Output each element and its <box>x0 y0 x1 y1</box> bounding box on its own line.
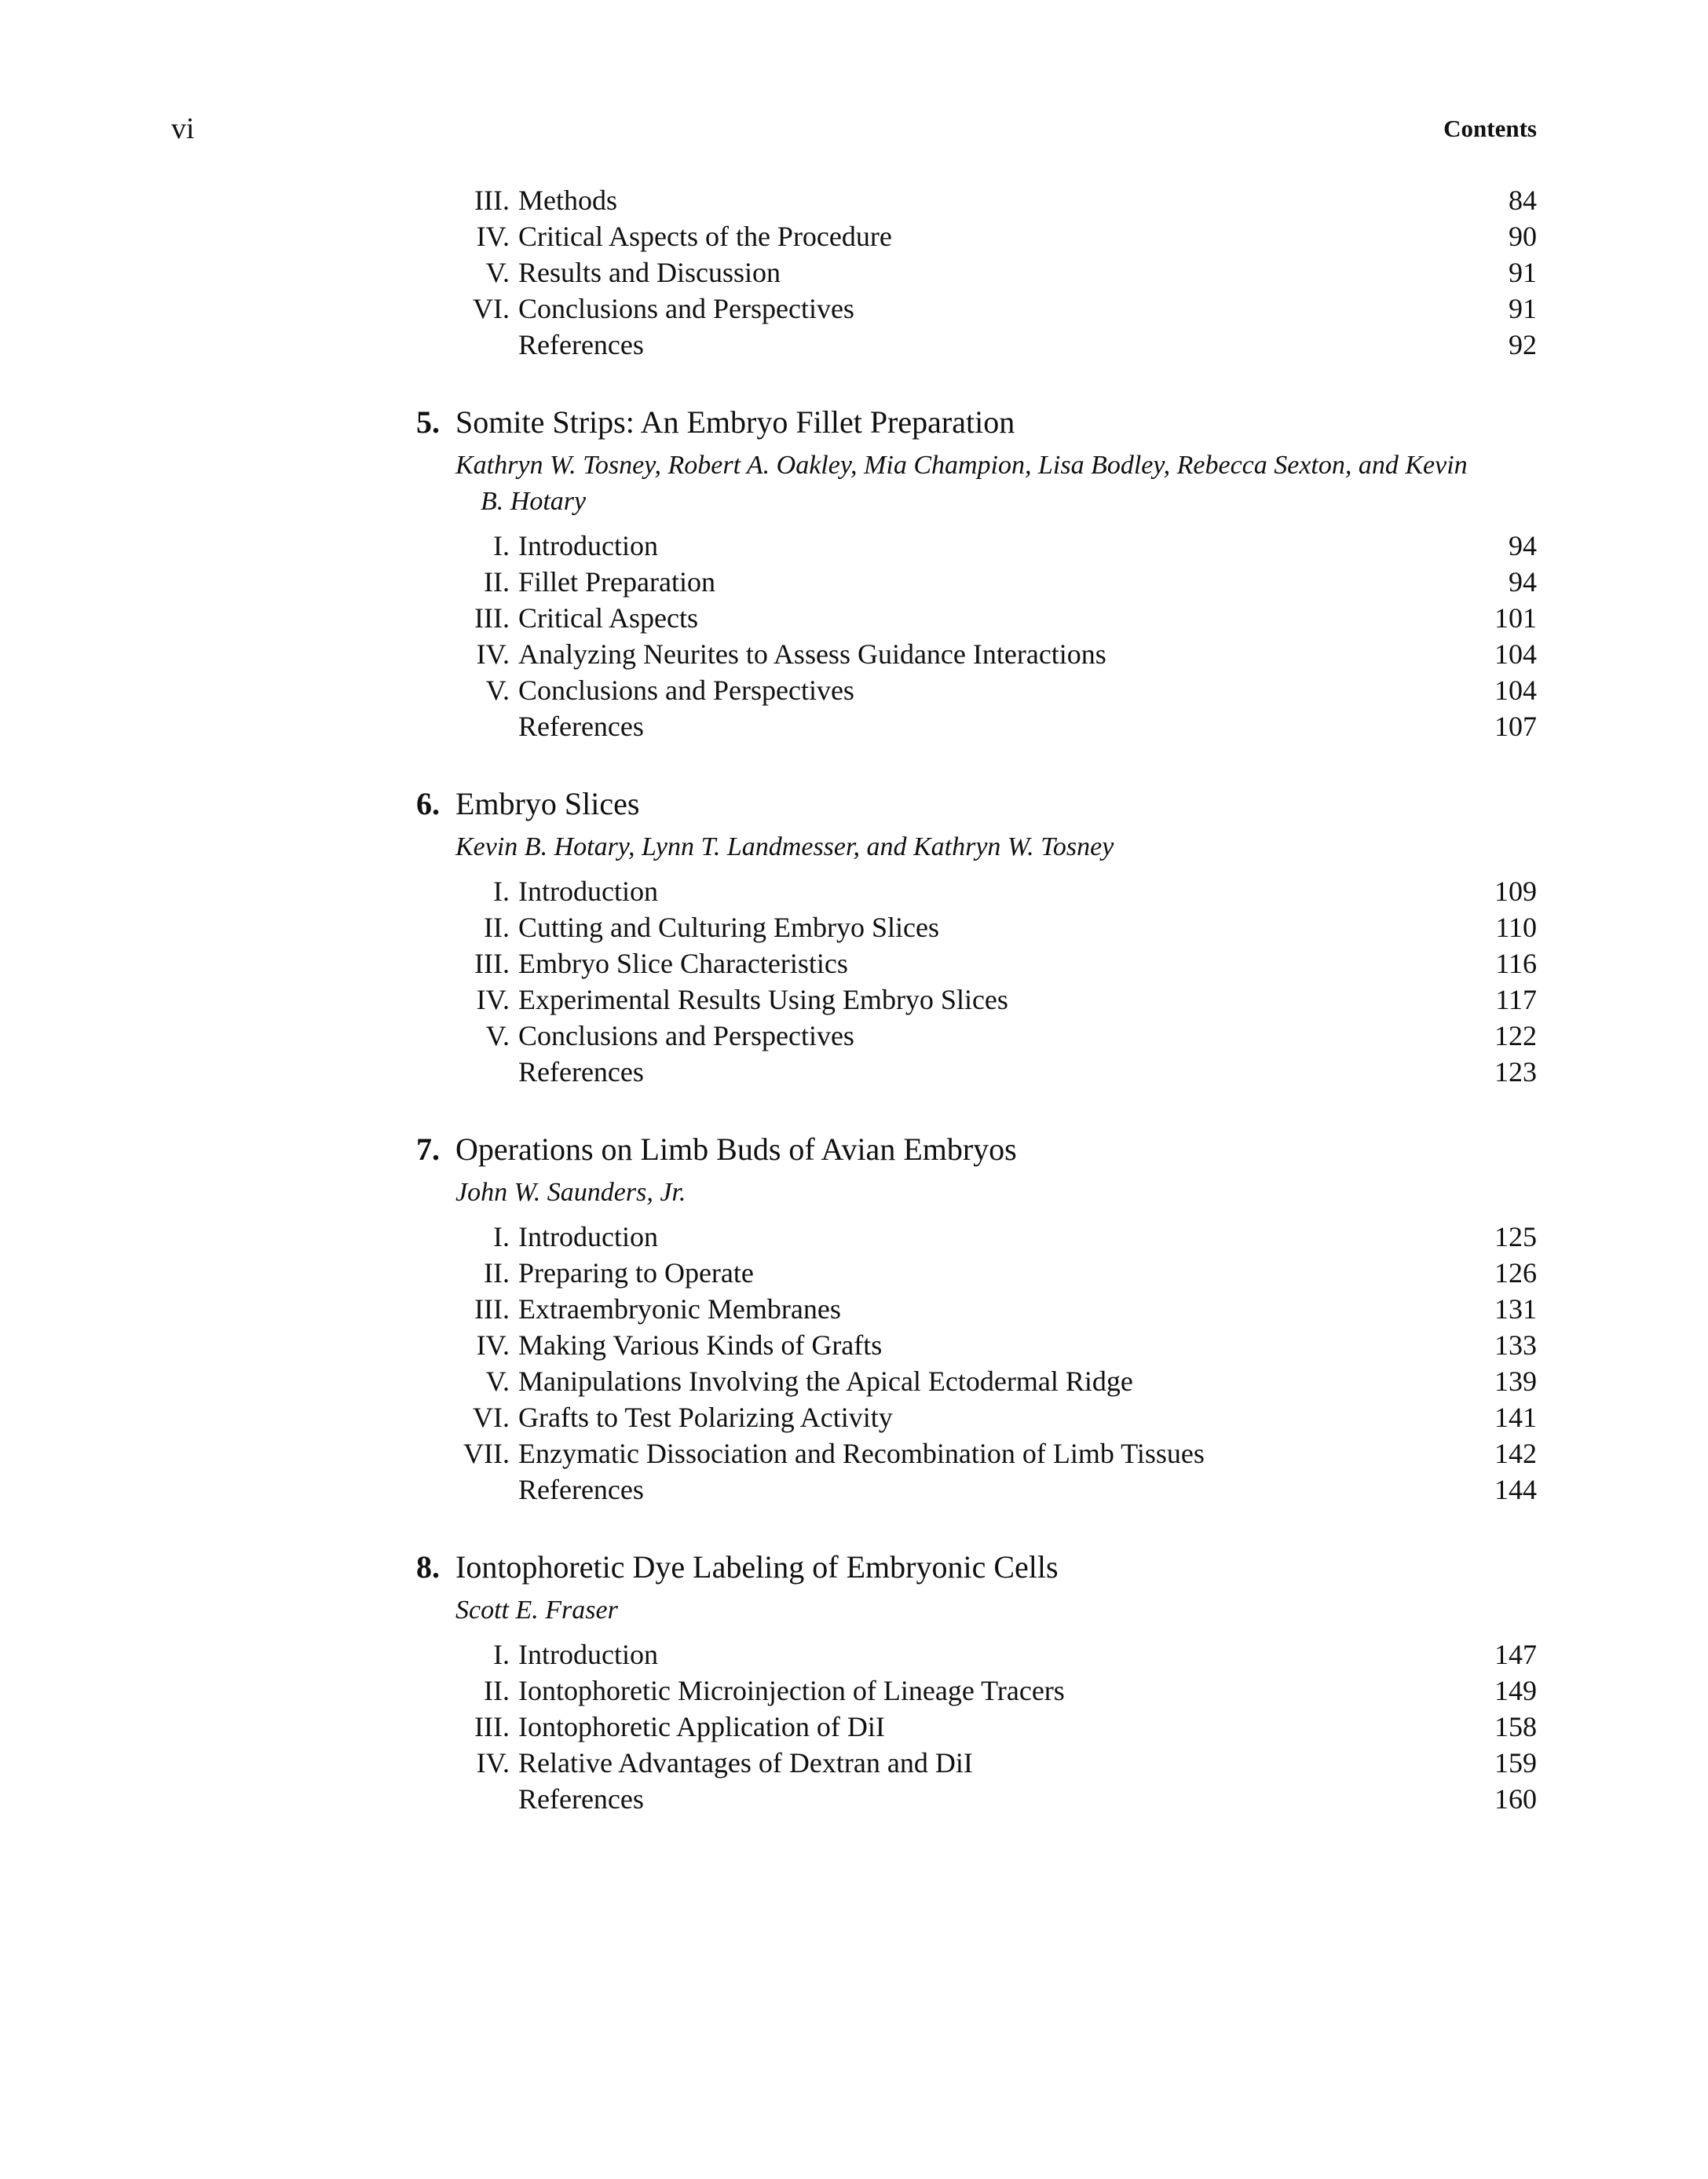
chapter-heading <box>400 1126 1537 1173</box>
section-page: 147 <box>1494 1639 1537 1670</box>
page-number: vi <box>171 112 195 145</box>
section-number: III. <box>474 1711 510 1742</box>
chapter-authors: Kevin B. Hotary, Lynn T. Landmesser, and Kathryn W. Tosney <box>455 832 1114 861</box>
section-page: 160 <box>1494 1783 1537 1815</box>
section-title: Methods <box>518 185 617 216</box>
section-page: 91 <box>1509 293 1537 324</box>
toc-entry <box>400 1399 1537 1435</box>
toc-entry <box>400 182 1537 218</box>
section-page: 125 <box>1494 1221 1537 1252</box>
section-number: VI. <box>473 293 510 324</box>
section-page: 101 <box>1494 602 1537 634</box>
toc-entry <box>400 528 1537 564</box>
section-number: II. <box>484 1675 510 1706</box>
toc-entry <box>400 636 1537 672</box>
chapter-number: 8. <box>416 1549 440 1585</box>
toc-entry <box>400 873 1537 909</box>
section-title: Analyzing Neurites to Assess Guidance Interactions <box>518 638 1106 670</box>
section-number: II. <box>484 912 510 943</box>
section-page: 122 <box>1494 1020 1537 1051</box>
section-title: Iontophoretic Microinjection of Lineage Tracers <box>518 1675 1065 1706</box>
section-title: Cutting and Culturing Embryo Slices <box>518 912 939 943</box>
toc-entry <box>400 1054 1537 1090</box>
toc-entry <box>400 945 1537 982</box>
chapter-authors: John W. Saunders, Jr. <box>455 1178 686 1207</box>
section-number: VI. <box>473 1402 510 1433</box>
toc-entry <box>400 1255 1537 1291</box>
section-page: 90 <box>1509 221 1537 252</box>
section-page: 141 <box>1494 1402 1537 1433</box>
toc-entry <box>400 1472 1537 1508</box>
section-page: 123 <box>1494 1056 1537 1088</box>
chapter-heading <box>400 399 1537 446</box>
section-page: 142 <box>1494 1438 1537 1469</box>
section-page: 109 <box>1494 876 1537 907</box>
toc-entry <box>400 254 1537 291</box>
chapter-authors: Scott E. Fraser <box>455 1596 618 1625</box>
section-title: Conclusions and Perspectives <box>518 293 854 324</box>
section-page: 131 <box>1494 1293 1537 1325</box>
section-page: 104 <box>1494 638 1537 670</box>
section-number: IV. <box>476 221 510 252</box>
section-number: V. <box>485 675 510 706</box>
toc-entry <box>400 1709 1537 1745</box>
chapter-heading <box>400 781 1537 828</box>
continuation-section-list <box>400 182 1537 363</box>
section-title: Introduction <box>518 530 658 561</box>
section-page: 133 <box>1494 1329 1537 1361</box>
chapter <box>400 781 1537 1090</box>
section-number: IV. <box>476 1747 510 1779</box>
section-page: 94 <box>1509 566 1537 598</box>
toc-entry <box>400 1363 1537 1399</box>
chapter-heading <box>400 1544 1537 1591</box>
section-page: 110 <box>1495 912 1537 943</box>
section-number: I. <box>493 876 510 907</box>
section-number: III. <box>474 1293 510 1325</box>
toc-entry <box>400 1745 1537 1781</box>
section-title: Conclusions and Perspectives <box>518 1020 854 1051</box>
section-title: Preparing to Operate <box>518 1257 754 1289</box>
section-number: I. <box>493 530 510 561</box>
chapter-title: Operations on Limb Buds of Avian Embryos <box>455 1132 1017 1167</box>
section-number: III. <box>474 185 510 216</box>
section-title: References <box>518 329 644 360</box>
section-page: 117 <box>1495 984 1537 1015</box>
section-page: 84 <box>1509 185 1537 216</box>
section-title: Iontophoretic Application of DiI <box>518 1711 885 1742</box>
toc-entry <box>400 327 1537 363</box>
toc-entry <box>400 1327 1537 1363</box>
section-title: Introduction <box>518 876 658 907</box>
section-number: V. <box>485 257 510 288</box>
section-page: 92 <box>1509 329 1537 360</box>
section-title: References <box>518 1474 644 1505</box>
toc-entry <box>400 1781 1537 1817</box>
section-number: III. <box>474 602 510 634</box>
section-page: 126 <box>1494 1257 1537 1289</box>
section-title: Introduction <box>518 1639 658 1670</box>
section-title: Enzymatic Dissociation and Recombination of Limb Tissues <box>518 1438 1205 1469</box>
section-number: III. <box>474 948 510 979</box>
section-page: 149 <box>1494 1675 1537 1706</box>
chapter-list <box>400 399 1537 1817</box>
toc-entry <box>400 672 1537 708</box>
section-number: II. <box>484 1257 510 1289</box>
toc-entry <box>400 982 1537 1018</box>
chapter-number: 6. <box>416 786 440 821</box>
section-page: 116 <box>1495 948 1537 979</box>
toc-entry <box>400 1673 1537 1709</box>
section-title: References <box>518 711 644 742</box>
section-page: 159 <box>1494 1747 1537 1779</box>
running-title: Contents <box>1443 115 1537 142</box>
table-of-contents <box>400 182 1537 1817</box>
toc-entry <box>400 1018 1537 1054</box>
section-page: 144 <box>1494 1474 1537 1505</box>
section-title: References <box>518 1783 644 1815</box>
section-title: Grafts to Test Polarizing Activity <box>518 1402 893 1433</box>
section-page: 139 <box>1494 1366 1537 1397</box>
section-number: I. <box>493 1639 510 1670</box>
section-page: 94 <box>1509 530 1537 561</box>
section-title: Embryo Slice Characteristics <box>518 948 848 979</box>
chapter <box>400 1126 1537 1508</box>
section-title: Extraembryonic Membranes <box>518 1293 841 1325</box>
toc-entry <box>400 1636 1537 1673</box>
section-number: V. <box>485 1020 510 1051</box>
chapter-number: 5. <box>416 404 440 440</box>
section-title: Making Various Kinds of Grafts <box>518 1329 883 1361</box>
section-title: Critical Aspects of the Procedure <box>518 221 892 252</box>
toc-entry <box>400 1291 1537 1327</box>
chapter-title: Somite Strips: An Embryo Fillet Preparation <box>455 404 1015 440</box>
section-title: Relative Advantages of Dextran and DiI <box>518 1747 973 1779</box>
chapter <box>400 399 1537 744</box>
chapter-authors: Kathryn W. Tosney, Robert A. Oakley, Mia Champion, Lisa Bodley, Rebecca Sexton, and Kevin B. Hotary <box>455 451 1468 516</box>
section-title: Results and Discussion <box>518 257 781 288</box>
section-page: 158 <box>1494 1711 1537 1742</box>
section-number: I. <box>493 1221 510 1252</box>
section-title: Fillet Preparation <box>518 566 715 598</box>
toc-entry <box>400 1435 1537 1472</box>
chapter-title: Iontophoretic Dye Labeling of Embryonic Cells <box>455 1549 1059 1585</box>
toc-entry <box>400 1219 1537 1255</box>
toc-entry <box>400 708 1537 744</box>
section-number: IV. <box>476 984 510 1015</box>
toc-entry <box>400 291 1537 327</box>
section-number: V. <box>485 1366 510 1397</box>
chapter-number: 7. <box>416 1132 440 1167</box>
chapter-title: Embryo Slices <box>455 786 640 821</box>
section-title: Experimental Results Using Embryo Slices <box>518 984 1008 1015</box>
section-title: Conclusions and Perspectives <box>518 675 854 706</box>
section-title: Critical Aspects <box>518 602 698 634</box>
toc-entry <box>400 600 1537 636</box>
section-page: 104 <box>1494 675 1537 706</box>
section-number: II. <box>484 566 510 598</box>
section-number: IV. <box>476 1329 510 1361</box>
toc-entry <box>400 909 1537 945</box>
section-number: IV. <box>476 638 510 670</box>
section-number: VII. <box>463 1438 510 1469</box>
section-title: Introduction <box>518 1221 658 1252</box>
chapter <box>400 1544 1537 1817</box>
section-title: References <box>518 1056 644 1088</box>
toc-entry <box>400 564 1537 600</box>
section-page: 107 <box>1494 711 1537 742</box>
section-page: 91 <box>1509 257 1537 288</box>
toc-entry <box>400 218 1537 254</box>
section-title: Manipulations Involving the Apical Ectodermal Ridge <box>518 1366 1133 1397</box>
